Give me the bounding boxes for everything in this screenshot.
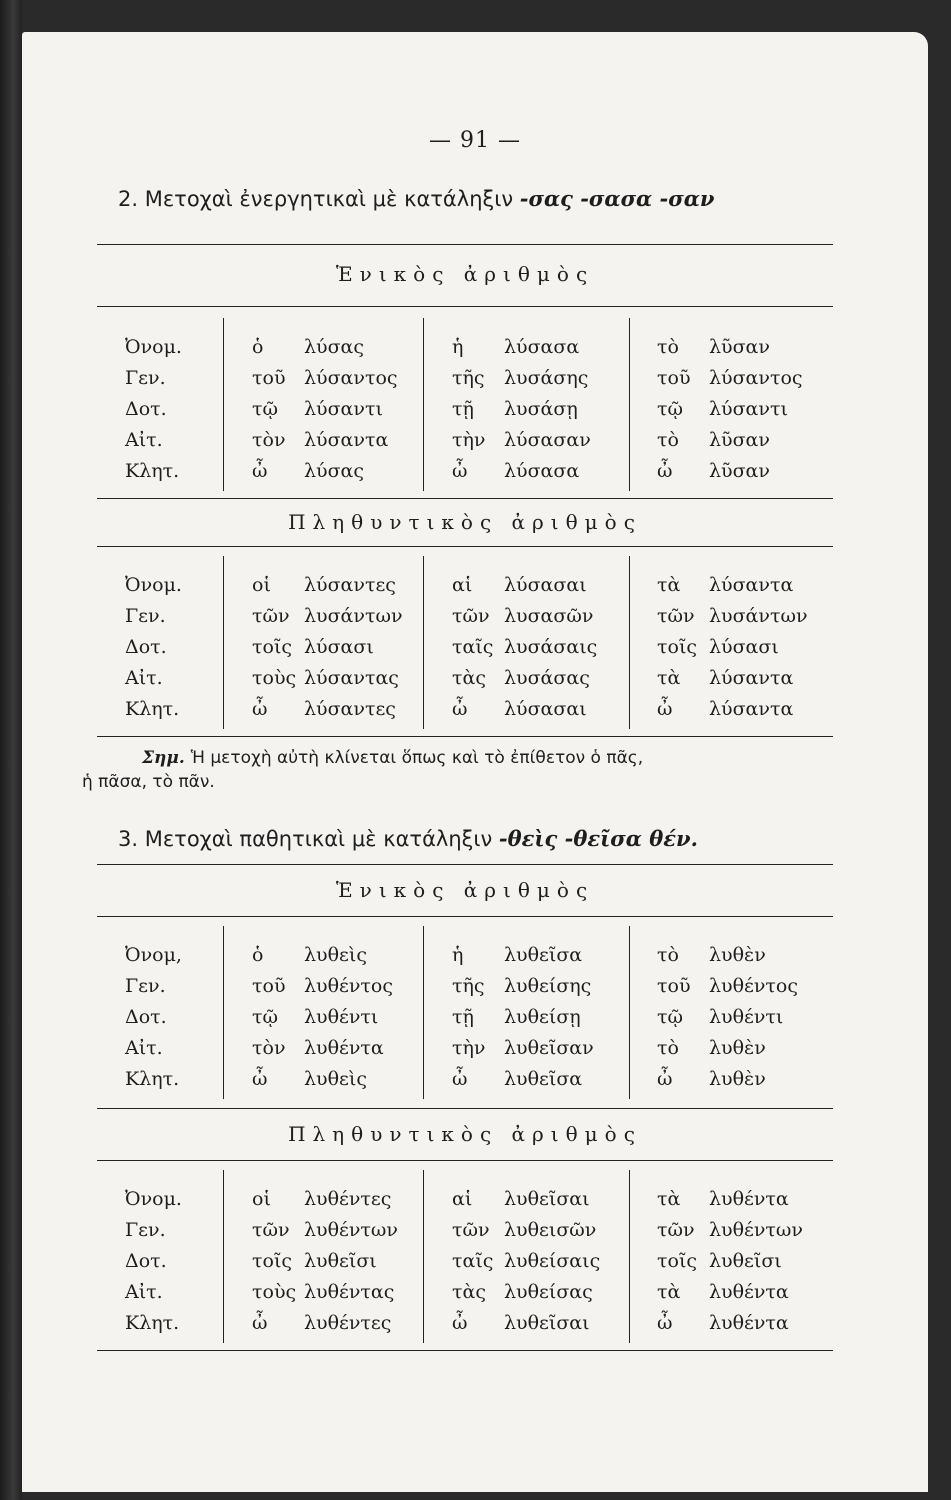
article: ἡ [452,336,464,358]
article: τῷ [657,398,684,420]
article: τοὺς [252,667,297,689]
note-text: Ἡ μετοχὴ αὐτὴ κλίνεται ὅπως καὶ τὸ ἐπίθετον ὁ πᾶς, [190,748,644,768]
neuter-column [657,1184,803,1339]
participle-form: λυθείσῃ [504,1006,581,1028]
section-3-heading-ending: -θεὶς -θεῖσα θέν. [498,826,698,851]
participle-form: λυθέντας [304,1281,395,1303]
participle-form: λύσαντι [709,398,788,420]
participle-form: λυθεισῶν [504,1219,597,1241]
article: τῶν [657,605,695,627]
form-row [252,1002,393,1033]
article: τὸ [657,429,679,451]
article: τῶν [452,1219,490,1241]
form-row [657,425,803,456]
article: οἱ [252,1188,271,1210]
participle-form: λυθείσας [504,1281,593,1303]
article: τὸν [252,429,286,451]
participle-form: λυθεῖσι [709,1250,782,1272]
case-label: Δοτ. [125,1006,167,1028]
section-2-singular-table [97,312,833,497]
section-3-singular-title: Ἑνικὸς ἀριθμὸς [335,878,595,902]
form-row [252,394,398,425]
form-row [452,332,591,363]
form-row [452,632,597,663]
participle-form: λυθεῖσαν [504,1037,594,1059]
participle-form: λύσαντες [304,698,396,720]
participle-form: λύσασι [709,636,779,658]
form-row [452,1184,600,1215]
participle-form: λυθέντα [304,1037,384,1059]
form-row [657,1184,803,1215]
section-3-singular-table [97,920,833,1105]
article: ὦ [452,460,468,482]
participle-form: λύσαντες [304,574,396,596]
participle-form: λυθέντες [304,1188,392,1210]
case-label: Γεν. [125,367,166,389]
form-row [252,1184,398,1215]
section-2-singular-title: Ἑνικὸς ἀριθμὸς [335,262,595,286]
participle-form: λῦσαν [709,429,770,451]
participle-form: λῦσαν [709,336,770,358]
participle-form: λύσαντας [304,667,399,689]
form-row [452,940,594,971]
article: τὰ [657,574,681,596]
rule [97,916,833,917]
case-label: Γεν. [125,1219,166,1241]
participle-form: λυθέντων [709,1219,803,1241]
book-binding-edge [0,0,22,1500]
case-label: Ὀνομ. [125,336,182,358]
section-3-heading-text: 3. Μετοχαὶ παθητικαὶ μὲ κατάληξιν [118,827,493,851]
form-row [252,1064,393,1095]
article: τοῦ [252,975,286,997]
participle-form: λυσάντων [304,605,403,627]
note-abbreviation: Σημ. [142,748,185,768]
article: τῷ [252,398,279,420]
form-row [452,663,597,694]
section-3-plural-title: Πληθυντικὸς ἀριθμὸς [288,1122,642,1146]
column-divider [223,926,224,1099]
form-row [657,1033,798,1064]
form-row [452,1033,594,1064]
participle-form: λυθέντος [304,975,394,997]
article: τῶν [452,605,490,627]
feminine-column [452,1184,600,1339]
form-row [657,663,808,694]
case-label: Ὀνομ. [125,1188,182,1210]
form-row [252,1277,398,1308]
article: τῷ [657,1006,684,1028]
form-row [252,601,403,632]
case-label: Δοτ. [125,398,167,420]
article: τῇ [452,1006,474,1028]
participle-form: λυθὲν [709,1068,766,1090]
participle-form: λυσάσῃ [504,398,578,420]
participle-form: λυθὲν [709,944,766,966]
form-row [452,1308,600,1339]
neuter-column [657,332,803,487]
participle-form: λυθεῖσι [304,1250,377,1272]
article: ὁ [252,944,264,966]
form-row [252,663,403,694]
column-divider [629,926,630,1099]
column-divider [423,318,424,491]
form-row [452,1002,594,1033]
participle-form: λύσασαι [504,698,587,720]
form-row [452,1246,600,1277]
participle-form: λυθέντα [709,1188,789,1210]
article: ταῖς [452,636,494,658]
form-row [657,1215,803,1246]
case-label: Αἰτ. [125,429,163,451]
participle-form: λυθεῖσα [504,944,583,966]
form-row [657,1002,798,1033]
article: ὦ [252,698,268,720]
form-row [252,1215,398,1246]
form-row [452,1064,594,1095]
column-divider [423,926,424,1099]
form-row [657,363,803,394]
form-row [252,1308,398,1339]
form-row [452,971,594,1002]
form-row [657,601,808,632]
participle-form: λυθεὶς [304,944,367,966]
form-row [657,1308,803,1339]
article: τὰς [452,667,486,689]
article: ὦ [657,460,673,482]
rule [97,244,833,245]
article: ὦ [657,1068,673,1090]
form-row [252,971,393,1002]
form-row [452,363,591,394]
form-row [252,632,403,663]
form-row [657,1246,803,1277]
article: τοῦ [252,367,286,389]
case-label: Κλητ. [125,698,180,720]
case-label: Γεν. [125,605,166,627]
participle-form: λυθείσαις [504,1250,601,1272]
section-2-heading [118,186,714,211]
case-label: Ὀνομ, [125,944,182,966]
participle-form: λύσας [304,336,365,358]
article: ταῖς [452,1250,494,1272]
masculine-column [252,332,398,487]
article: τὰ [657,1188,681,1210]
form-row [657,940,798,971]
section-2-heading-ending: -σας -σασα -σαν [519,186,715,211]
article: τὸ [657,944,679,966]
form-row [657,394,803,425]
note [82,746,837,794]
participle-form: λύσαντος [304,367,398,389]
book-page [22,32,928,1492]
form-row [657,1064,798,1095]
article: ὦ [252,1312,268,1334]
form-row [252,332,398,363]
participle-form: λυθείσης [504,975,592,997]
column-divider [223,1170,224,1343]
rule [97,1350,833,1351]
article: ὦ [252,1068,268,1090]
participle-form: λύσασαν [504,429,591,451]
form-row [252,425,398,456]
case-column [125,332,182,487]
article: τοῦ [657,975,691,997]
participle-form: λύσαντα [304,429,389,451]
participle-form: λυθεῖσαι [504,1188,590,1210]
article: τοῦ [657,367,691,389]
column-divider [223,556,224,729]
participle-form: λύσας [304,460,365,482]
note-text-continued: ἡ πᾶσα, τὸ πᾶν. [82,772,215,792]
form-row [657,694,808,725]
participle-form: λύσαντι [304,398,383,420]
form-row [452,570,597,601]
participle-form: λυθέντος [709,975,799,997]
article: ὁ [252,336,264,358]
column-divider [223,318,224,491]
masculine-column [252,940,393,1095]
form-row [252,570,403,601]
article: τοῖς [657,636,698,658]
participle-form: λύσασι [304,636,374,658]
rule [97,1108,833,1109]
section-3-heading [118,826,698,851]
article: τὸ [657,1037,679,1059]
case-label: Αἰτ. [125,1037,163,1059]
form-row [452,1277,600,1308]
case-label: Κλητ. [125,460,180,482]
form-row [252,456,398,487]
column-divider [423,1170,424,1343]
article: τοὺς [252,1281,297,1303]
article: τῆς [452,975,485,997]
article: αἱ [452,574,473,596]
participle-form: λυθεὶς [304,1068,367,1090]
article: τὰ [657,667,681,689]
participle-form: λυσάσαις [504,636,598,658]
case-label: Κλητ. [125,1312,180,1334]
case-column [125,570,182,725]
case-column [125,940,182,1095]
form-row [452,694,597,725]
participle-form: λύσαντα [709,574,794,596]
article: τῶν [252,1219,290,1241]
rule [97,498,833,499]
case-label: Αἰτ. [125,1281,163,1303]
participle-form: λυθέντες [304,1312,392,1334]
masculine-column [252,1184,398,1339]
participle-form: λύσαντα [709,667,794,689]
article: τὰ [657,1281,681,1303]
form-row [657,570,808,601]
rule [97,1160,833,1161]
column-divider [629,1170,630,1343]
participle-form: λύσασα [504,460,580,482]
participle-form: λυθέντι [709,1006,784,1028]
form-row [252,363,398,394]
article: τοῖς [657,1250,698,1272]
participle-form: λυσάντων [709,605,808,627]
form-row [252,1246,398,1277]
article: τῶν [252,605,290,627]
feminine-column [452,332,591,487]
case-label: Ὀνομ. [125,574,182,596]
case-label: Αἰτ. [125,667,163,689]
form-row [657,1277,803,1308]
participle-form: λυθεῖσαι [504,1312,590,1334]
form-row [657,332,803,363]
form-row [657,971,798,1002]
case-label: Δοτ. [125,636,167,658]
neuter-column [657,570,808,725]
form-row [452,425,591,456]
article: τῆς [452,367,485,389]
article: τὴν [452,429,486,451]
participle-form: λύσασα [504,336,580,358]
page-number: — 91 — [429,128,521,153]
feminine-column [452,940,594,1095]
participle-form: λυθέντα [709,1312,789,1334]
case-label: Κλητ. [125,1068,180,1090]
article: τῷ [252,1006,279,1028]
participle-form: λυθέντα [709,1281,789,1303]
participle-form: λύσασαι [504,574,587,596]
article: τῶν [657,1219,695,1241]
case-label: Γεν. [125,975,166,997]
masculine-column [252,570,403,725]
article: τοῖς [252,636,293,658]
rule [97,864,833,865]
article: ὦ [452,1312,468,1334]
feminine-column [452,570,597,725]
column-divider [629,318,630,491]
article: οἱ [252,574,271,596]
form-row [452,601,597,632]
article: ἡ [452,944,464,966]
article: ὦ [657,1312,673,1334]
article: ὦ [452,1068,468,1090]
participle-form: λυσασῶν [504,605,594,627]
article: ὦ [252,460,268,482]
section-2-heading-text: 2. Μετοχαὶ ἐνεργητικαὶ μὲ κατάληξιν [118,187,514,211]
article: τὴν [452,1037,486,1059]
article: ὦ [452,698,468,720]
participle-form: λύσαντα [709,698,794,720]
section-2-plural-title: Πληθυντικὸς ἀριθμὸς [288,510,642,534]
form-row [452,394,591,425]
form-row [452,456,591,487]
participle-form: λυθέντι [304,1006,379,1028]
participle-form: λυσάσας [504,667,590,689]
form-row [252,694,403,725]
section-2-plural-table [97,550,833,735]
neuter-column [657,940,798,1095]
article: αἱ [452,1188,473,1210]
rule [97,306,833,307]
section-3-plural-table [97,1164,833,1349]
rule [97,736,833,737]
rule [97,546,833,547]
participle-form: λυσάσης [504,367,589,389]
participle-form: λυθὲν [709,1037,766,1059]
article: τῇ [452,398,474,420]
article: τὸ [657,336,679,358]
article: τὰς [452,1281,486,1303]
article: τὸν [252,1037,286,1059]
column-divider [629,556,630,729]
form-row [657,632,808,663]
participle-form: λῦσαν [709,460,770,482]
column-divider [423,556,424,729]
case-column [125,1184,182,1339]
participle-form: λύσαντος [709,367,803,389]
form-row [252,940,393,971]
form-row [452,1215,600,1246]
participle-form: λυθεῖσα [504,1068,583,1090]
participle-form: λυθέντων [304,1219,398,1241]
form-row [657,456,803,487]
form-row [252,1033,393,1064]
case-label: Δοτ. [125,1250,167,1272]
article: τοῖς [252,1250,293,1272]
article: ὦ [657,698,673,720]
